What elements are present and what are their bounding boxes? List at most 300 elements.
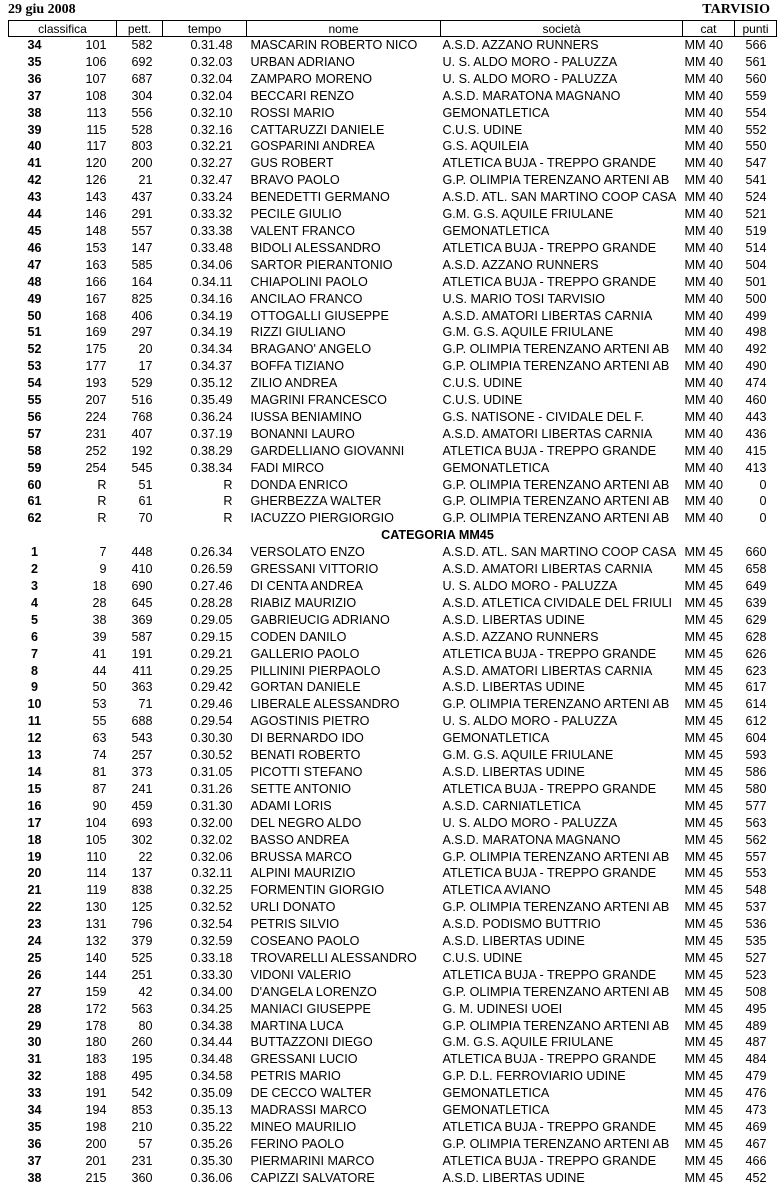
category-cell: MM 45 xyxy=(684,917,723,932)
category-cell: MM 45 xyxy=(684,612,723,627)
name-cell: MAGRINI FRANCESCO xyxy=(250,393,387,408)
club-cell: C.U.S. UDINE xyxy=(442,376,523,391)
table-row xyxy=(9,1136,777,1153)
bib-cell: 796 xyxy=(131,917,153,932)
overall-rank-cell: 10 xyxy=(27,697,42,712)
category-cell: MM 45 xyxy=(684,697,723,712)
bib-cell: 853 xyxy=(131,1103,153,1118)
name-cell: FORMENTIN GIORGIO xyxy=(250,883,385,898)
category-rank-cell: 106 xyxy=(85,54,107,69)
category-rank-cell: 119 xyxy=(86,883,107,898)
time-cell: 0.34.38 xyxy=(190,1018,233,1033)
overall-rank-cell: 36 xyxy=(27,71,42,86)
overall-rank-cell: 19 xyxy=(27,849,42,864)
category-cell: MM 45 xyxy=(684,1001,723,1016)
time-cell: 0.32.47 xyxy=(190,173,233,188)
time-cell: 0.32.52 xyxy=(190,900,233,915)
points-cell: 639 xyxy=(745,595,767,610)
overall-rank-cell: 18 xyxy=(27,832,42,847)
points-cell: 476 xyxy=(745,1086,767,1101)
overall-rank-cell: 9 xyxy=(30,680,38,695)
points-cell: 443 xyxy=(745,409,767,424)
points-cell: 604 xyxy=(745,731,767,746)
bib-cell: 525 xyxy=(131,950,153,965)
points-cell: 660 xyxy=(745,545,767,560)
overall-rank-cell: 4 xyxy=(30,595,38,610)
bib-cell: 528 xyxy=(131,122,153,137)
bib-cell: 22 xyxy=(138,849,153,864)
points-cell: 561 xyxy=(745,54,767,69)
bib-cell: 80 xyxy=(138,1018,153,1033)
category-rank-cell: 113 xyxy=(86,105,107,120)
bib-cell: 231 xyxy=(131,1153,153,1168)
col-header-societa: società xyxy=(441,21,683,37)
category-cell: MM 40 xyxy=(684,223,723,238)
table-row xyxy=(9,865,777,882)
name-cell: GRESSANI LUCIO xyxy=(250,1052,358,1067)
category-cell: MM 40 xyxy=(684,308,723,323)
time-cell: 0.38.29 xyxy=(190,443,233,458)
overall-rank-cell: 53 xyxy=(27,359,42,374)
category-rank-cell: 175 xyxy=(85,342,107,357)
club-cell: A.S.D. ATL. SAN MARTINO COOP CASA xyxy=(442,545,677,560)
points-cell: 612 xyxy=(745,714,767,729)
category-rank-cell: 44 xyxy=(92,663,107,678)
time-cell: 0.30.52 xyxy=(190,748,233,763)
category-cell: MM 45 xyxy=(684,950,723,965)
name-cell: COSEANO PAOLO xyxy=(250,934,360,949)
category-rank-cell: 159 xyxy=(85,984,107,999)
club-cell: G.P. OLIMPIA TERENZANO ARTENI AB xyxy=(442,1018,670,1033)
time-cell: 0.27.46 xyxy=(190,579,233,593)
category-rank-cell: 188 xyxy=(85,1069,107,1084)
name-cell: ANCILAO FRANCO xyxy=(250,291,363,306)
points-cell: 413 xyxy=(745,460,767,475)
category-cell: MM 45 xyxy=(684,815,723,830)
overall-rank-cell: 5 xyxy=(30,612,38,627)
points-cell: 535 xyxy=(745,934,767,949)
points-cell: 557 xyxy=(745,849,767,864)
table-row xyxy=(9,392,777,409)
name-cell: BENATI ROBERTO xyxy=(250,748,361,763)
overall-rank-cell: 37 xyxy=(27,1153,42,1168)
overall-rank-cell: 41 xyxy=(27,156,42,171)
overall-rank-cell: 50 xyxy=(27,308,42,323)
club-cell: GEMONATLETICA xyxy=(442,731,550,746)
name-cell: GHERBEZZA WALTER xyxy=(250,494,382,509)
category-rank-cell: 114 xyxy=(86,866,107,881)
report-date: 29 giu 2008 xyxy=(8,2,76,17)
name-cell: DE CECCO WALTER xyxy=(250,1086,372,1101)
category-rank-cell: 105 xyxy=(85,832,107,847)
table-row xyxy=(9,223,777,240)
bib-cell: 210 xyxy=(131,1120,153,1134)
club-cell: A.S.D. LIBERTAS UDINE xyxy=(442,934,585,949)
bib-cell: 200 xyxy=(131,156,153,171)
category-cell: MM 40 xyxy=(684,477,723,492)
table-row xyxy=(9,663,777,680)
bib-cell: 495 xyxy=(131,1069,153,1084)
name-cell: D'ANGELA LORENZO xyxy=(250,984,377,999)
category-cell: MM 45 xyxy=(684,1136,723,1151)
category-cell: MM 45 xyxy=(684,629,723,644)
bib-cell: 302 xyxy=(131,832,153,847)
overall-rank-cell: 24 xyxy=(27,934,42,949)
name-cell: ZAMPARO MORENO xyxy=(250,71,373,86)
name-cell: CODEN DANILO xyxy=(250,629,347,644)
time-cell: 0.34.58 xyxy=(190,1069,233,1084)
points-cell: 487 xyxy=(745,1035,767,1050)
time-cell: 0.38.34 xyxy=(190,460,233,475)
club-cell: GEMONATLETICA xyxy=(442,1103,550,1118)
category-rank-cell: R xyxy=(97,477,107,492)
table-row xyxy=(9,578,777,595)
overall-rank-cell: 6 xyxy=(30,629,38,644)
time-cell: 0.30.30 xyxy=(190,731,233,746)
overall-rank-cell: 7 xyxy=(30,646,38,661)
col-header-pett: pett. xyxy=(117,21,163,37)
category-heading: CATEGORIA MM45 xyxy=(381,528,494,543)
club-cell: A.S.D. LIBERTAS UDINE xyxy=(442,612,585,627)
category-rank-cell: 117 xyxy=(86,139,107,154)
club-cell: G.P. D.L. FERROVIARIO UDINE xyxy=(442,1069,626,1084)
table-row xyxy=(9,1001,777,1018)
category-cell: MM 40 xyxy=(684,494,723,509)
table-row xyxy=(9,1034,777,1051)
bib-cell: 147 xyxy=(131,240,153,255)
col-header-classifica: classifica xyxy=(9,21,117,37)
points-cell: 490 xyxy=(745,359,767,374)
category-rank-cell: 126 xyxy=(85,173,107,188)
bib-cell: 543 xyxy=(131,731,153,746)
name-cell: FADI MIRCO xyxy=(250,460,324,475)
category-cell: MM 45 xyxy=(684,595,723,610)
time-cell: 0.35.26 xyxy=(190,1136,233,1151)
points-cell: 467 xyxy=(745,1136,767,1151)
category-cell: MM 40 xyxy=(684,173,723,188)
category-rank-cell: 110 xyxy=(86,849,107,864)
points-cell: 527 xyxy=(745,950,767,965)
category-cell: MM 45 xyxy=(684,748,723,763)
points-cell: 484 xyxy=(745,1052,767,1067)
club-cell: ATLETICA BUJA - TREPPO GRANDE xyxy=(442,967,657,982)
club-cell: GEMONATLETICA xyxy=(442,460,550,475)
category-rank-cell: 177 xyxy=(85,359,107,374)
col-header-cat: cat xyxy=(683,21,735,37)
points-cell: 466 xyxy=(745,1153,767,1168)
club-cell: G.P. OLIMPIA TERENZANO ARTENI AB xyxy=(442,984,670,999)
club-cell: U. S. ALDO MORO - PALUZZA xyxy=(442,714,618,729)
bib-cell: 437 xyxy=(131,190,153,205)
name-cell: SARTOR PIERANTONIO xyxy=(250,257,393,272)
table-row xyxy=(9,189,777,206)
table-row xyxy=(9,122,777,139)
name-cell: PETRIS SILVIO xyxy=(250,917,340,932)
overall-rank-cell: 30 xyxy=(27,1035,42,1050)
category-cell: MM 45 xyxy=(684,663,723,678)
table-row xyxy=(9,561,777,578)
points-cell: 523 xyxy=(745,967,767,982)
overall-rank-cell: 34 xyxy=(27,38,42,52)
points-cell: 593 xyxy=(745,748,767,763)
category-rank-cell: 224 xyxy=(85,409,107,424)
points-cell: 436 xyxy=(745,426,767,441)
overall-rank-cell: 33 xyxy=(27,1086,42,1101)
table-row xyxy=(9,696,777,713)
table-row xyxy=(9,764,777,781)
table-row xyxy=(9,71,777,88)
time-cell: 0.34.19 xyxy=(190,308,233,323)
overall-rank-cell: 23 xyxy=(27,917,42,932)
table-row xyxy=(9,138,777,155)
category-rank-cell: 7 xyxy=(99,545,107,560)
overall-rank-cell: 59 xyxy=(27,460,42,475)
category-rank-cell: 101 xyxy=(85,38,107,52)
name-cell: CATTARUZZI DANIELE xyxy=(250,122,385,137)
table-row xyxy=(9,1119,777,1136)
time-cell: 0.36.24 xyxy=(190,409,233,424)
time-cell: 0.35.22 xyxy=(190,1120,233,1134)
club-cell: GEMONATLETICA xyxy=(442,105,550,120)
overall-rank-cell: 58 xyxy=(27,443,42,458)
category-cell: MM 45 xyxy=(684,1153,723,1168)
bib-cell: 542 xyxy=(131,1086,153,1101)
time-cell: 0.31.05 xyxy=(190,764,233,779)
bib-cell: 57 xyxy=(138,1136,153,1151)
club-cell: GEMONATLETICA xyxy=(442,1086,550,1101)
category-cell: MM 45 xyxy=(684,1052,723,1067)
name-cell: PICOTTI STEFANO xyxy=(250,764,363,779)
category-rank-cell: 215 xyxy=(85,1170,107,1185)
overall-rank-cell: 27 xyxy=(27,984,42,999)
bib-cell: 241 xyxy=(131,781,153,796)
points-cell: 626 xyxy=(745,646,767,661)
bib-cell: 688 xyxy=(131,714,153,729)
category-rank-cell: 153 xyxy=(85,240,107,255)
category-rank-cell: 194 xyxy=(85,1103,107,1118)
points-cell: 563 xyxy=(745,815,767,830)
points-cell: 536 xyxy=(745,917,767,932)
table-row xyxy=(9,155,777,172)
bib-cell: 545 xyxy=(131,460,153,475)
name-cell: BOFFA TIZIANO xyxy=(250,359,345,374)
overall-rank-cell: 38 xyxy=(27,105,42,120)
time-cell: 0.32.16 xyxy=(190,122,233,137)
table-row xyxy=(9,291,777,308)
points-cell: 498 xyxy=(745,325,767,340)
table-row xyxy=(9,849,777,866)
time-cell: 0.29.15 xyxy=(190,629,233,644)
time-cell: 0.32.06 xyxy=(190,849,233,864)
overall-rank-cell: 8 xyxy=(30,663,38,678)
overall-rank-cell: 38 xyxy=(27,1170,42,1185)
category-rank-cell: 81 xyxy=(92,764,107,779)
overall-rank-cell: 47 xyxy=(27,257,42,272)
name-cell: TROVARELLI ALESSANDRO xyxy=(250,950,417,965)
overall-rank-cell: 14 xyxy=(27,764,42,779)
club-cell: G.P. OLIMPIA TERENZANO ARTENI AB xyxy=(442,494,670,509)
club-cell: A.S.D. PODISMO BUTTRIO xyxy=(442,917,601,932)
overall-rank-cell: 55 xyxy=(27,393,42,408)
overall-rank-cell: 62 xyxy=(27,511,42,526)
category-rank-cell: 254 xyxy=(85,460,107,475)
bib-cell: 557 xyxy=(131,223,153,238)
category-cell: MM 40 xyxy=(684,71,723,86)
bib-cell: 838 xyxy=(131,883,153,898)
table-row xyxy=(9,37,777,54)
time-cell: 0.35.09 xyxy=(190,1086,233,1101)
club-cell: G.M. G.S. AQUILE FRIULANE xyxy=(442,1035,614,1050)
bib-cell: 687 xyxy=(131,71,153,86)
col-header-punti: punti xyxy=(735,21,777,37)
table-row xyxy=(9,713,777,730)
points-cell: 519 xyxy=(745,223,767,238)
bib-cell: 257 xyxy=(131,748,153,763)
overall-rank-cell: 21 xyxy=(27,883,42,898)
category-rank-cell: 201 xyxy=(85,1153,107,1168)
time-cell: 0.32.59 xyxy=(190,934,233,949)
bib-cell: 407 xyxy=(131,426,153,441)
club-cell: ATLETICA BUJA - TREPPO GRANDE xyxy=(442,240,657,255)
time-cell: R xyxy=(223,494,233,509)
club-cell: ATLETICA BUJA - TREPPO GRANDE xyxy=(442,646,657,661)
category-rank-cell: 178 xyxy=(85,1018,107,1033)
points-cell: 649 xyxy=(745,579,767,593)
points-cell: 501 xyxy=(745,274,767,289)
points-cell: 541 xyxy=(745,173,767,188)
category-rank-cell: 63 xyxy=(92,731,107,746)
category-cell: MM 45 xyxy=(684,984,723,999)
category-rank-cell: 180 xyxy=(85,1035,107,1050)
club-cell: G.P. OLIMPIA TERENZANO ARTENI AB xyxy=(442,849,670,864)
category-cell: MM 45 xyxy=(684,781,723,796)
club-cell: G.S. NATISONE - CIVIDALE DEL F. xyxy=(442,409,645,424)
time-cell: 0.32.27 xyxy=(190,156,233,171)
club-cell: G.M. G.S. AQUILE FRIULANE xyxy=(442,748,614,763)
points-cell: 537 xyxy=(745,900,767,915)
name-cell: GARDELLIANO GIOVANNI xyxy=(250,443,405,458)
club-cell: GEMONATLETICA xyxy=(442,223,550,238)
name-cell: DEL NEGRO ALDO xyxy=(250,815,362,830)
name-cell: ADAMI LORIS xyxy=(250,798,332,813)
overall-rank-cell: 37 xyxy=(27,88,42,103)
category-rank-cell: 163 xyxy=(85,257,107,272)
category-cell: MM 40 xyxy=(684,376,723,391)
category-cell: MM 40 xyxy=(684,190,723,205)
name-cell: PETRIS MARIO xyxy=(250,1069,341,1084)
results-body xyxy=(9,37,777,1187)
category-rank-cell: 169 xyxy=(85,325,107,340)
category-cell: MM 40 xyxy=(684,257,723,272)
time-cell: 0.32.10 xyxy=(190,105,233,120)
category-rank-cell: 183 xyxy=(85,1052,107,1067)
points-cell: 554 xyxy=(745,105,767,120)
category-rank-cell: 167 xyxy=(85,291,107,306)
points-cell: 658 xyxy=(745,562,767,577)
overall-rank-cell: 15 xyxy=(27,781,42,796)
category-cell: MM 45 xyxy=(684,731,723,746)
category-cell: MM 45 xyxy=(684,1086,723,1101)
category-rank-cell: 87 xyxy=(92,781,107,796)
table-row xyxy=(9,1068,777,1085)
table-row xyxy=(9,274,777,291)
overall-rank-cell: 45 xyxy=(27,223,42,238)
bib-cell: 529 xyxy=(131,376,153,391)
category-rank-cell: 132 xyxy=(85,934,107,949)
time-cell: 0.33.18 xyxy=(190,950,233,965)
club-cell: A.S.D. LIBERTAS UDINE xyxy=(442,680,585,695)
club-cell: ATLETICA BUJA - TREPPO GRANDE xyxy=(442,866,657,881)
club-cell: G.S. AQUILEIA xyxy=(442,139,529,154)
category-rank-cell: 39 xyxy=(92,629,107,644)
time-cell: 0.34.11 xyxy=(191,274,233,289)
name-cell: AGOSTINIS PIETRO xyxy=(250,714,370,729)
overall-rank-cell: 48 xyxy=(27,274,42,289)
category-rank-cell: 41 xyxy=(92,646,107,661)
category-cell: MM 45 xyxy=(684,579,723,593)
overall-rank-cell: 61 xyxy=(27,494,42,509)
bib-cell: 803 xyxy=(131,139,153,154)
results-header xyxy=(9,21,777,37)
bib-cell: 410 xyxy=(131,562,153,577)
points-cell: 550 xyxy=(745,139,767,154)
table-row xyxy=(9,257,777,274)
time-cell: 0.37.19 xyxy=(190,426,233,441)
category-rank-cell: 140 xyxy=(85,950,107,965)
points-cell: 577 xyxy=(745,798,767,813)
bib-cell: 251 xyxy=(131,967,153,982)
overall-rank-cell: 51 xyxy=(27,325,42,340)
club-cell: G.M. G.S. AQUILE FRIULANE xyxy=(442,325,614,340)
bib-cell: 17 xyxy=(138,359,153,374)
points-cell: 495 xyxy=(745,1001,767,1016)
category-rank-cell: 252 xyxy=(85,443,107,458)
overall-rank-cell: 32 xyxy=(27,1069,42,1084)
points-cell: 0 xyxy=(759,511,767,526)
overall-rank-cell: 34 xyxy=(27,1103,42,1118)
club-cell: G.P. OLIMPIA TERENZANO ARTENI AB xyxy=(442,342,670,357)
category-cell: MM 45 xyxy=(684,866,723,881)
points-cell: 586 xyxy=(745,764,767,779)
table-row xyxy=(9,747,777,764)
time-cell: 0.28.28 xyxy=(190,595,233,610)
category-cell: MM 40 xyxy=(684,359,723,374)
table-row xyxy=(9,629,777,646)
table-row xyxy=(9,477,777,494)
points-cell: 499 xyxy=(745,308,767,323)
category-rank-cell: 28 xyxy=(92,595,107,610)
points-cell: 566 xyxy=(745,38,767,52)
category-rank-cell: 148 xyxy=(85,223,107,238)
name-cell: VIDONI VALERIO xyxy=(250,967,352,982)
points-cell: 547 xyxy=(745,156,767,171)
name-cell: DI CENTA ANDREA xyxy=(250,579,363,593)
time-cell: 0.33.24 xyxy=(190,190,233,205)
bib-cell: 71 xyxy=(138,697,153,712)
category-rank-cell: 131 xyxy=(85,917,107,932)
club-cell: A.S.D. MARATONA MAGNANO xyxy=(442,832,621,847)
overall-rank-cell: 17 xyxy=(27,815,42,830)
time-cell: 0.33.38 xyxy=(190,223,233,238)
bib-cell: 406 xyxy=(131,308,153,323)
club-cell: ATLETICA BUJA - TREPPO GRANDE xyxy=(442,443,657,458)
overall-rank-cell: 3 xyxy=(30,579,38,593)
overall-rank-cell: 2 xyxy=(30,562,38,577)
club-cell: G.P. OLIMPIA TERENZANO ARTENI AB xyxy=(442,1136,670,1151)
category-cell: MM 45 xyxy=(684,1035,723,1050)
category-cell: MM 40 xyxy=(684,325,723,340)
category-rank-cell: 108 xyxy=(85,88,107,103)
